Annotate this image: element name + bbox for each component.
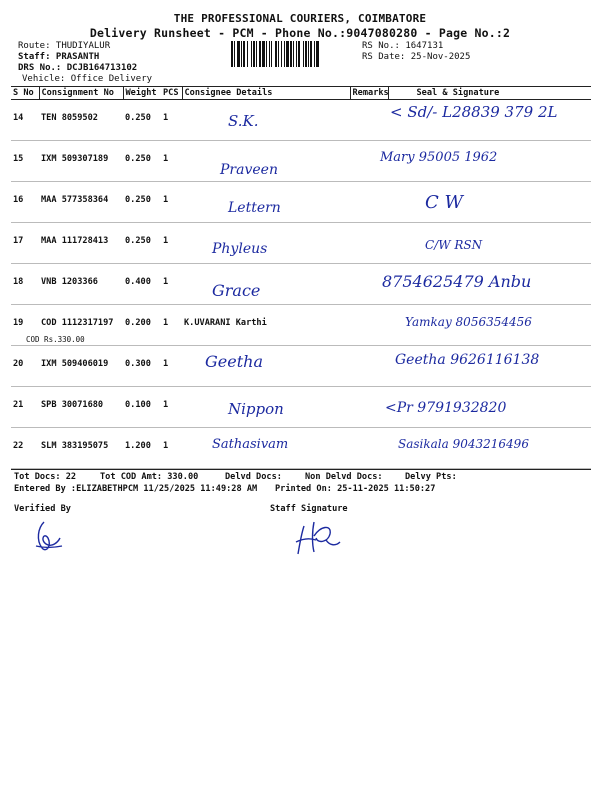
route-label: Route: THUDIYALUR (18, 41, 111, 51)
cell-pcs: 1 (161, 305, 182, 346)
cell-weight: 0.250 (123, 141, 161, 182)
cell-consignment-no: SLM 383195075 (39, 428, 123, 469)
delivery-points: Delvy Pts: (405, 472, 457, 482)
handwritten-signature: Geetha 9626116138 (395, 352, 540, 368)
cell-weight: 1.200 (123, 428, 161, 469)
cell-remarks (350, 346, 388, 387)
col-header-consignment: Consignment No (39, 87, 123, 100)
cell-consignment-no: VNB 1203366 (39, 264, 123, 305)
col-header-weight: Weight (123, 87, 161, 100)
cell-remarks (350, 100, 388, 141)
col-header-seal-signature: Seal & Signature (388, 87, 591, 100)
drs-label: DRS No.: DCJB164713102 (18, 63, 138, 73)
handwritten-consignee: Nippon (228, 400, 284, 418)
cell-remarks (350, 387, 388, 428)
cell-consignment-no: MAA 111728413 (39, 223, 123, 264)
cod-amount-label: COD Rs.330.00 (26, 335, 85, 344)
cell-remarks (350, 428, 388, 469)
document-title: THE PROFESSIONAL COURIERS, COIMBATORE (173, 12, 427, 25)
handwritten-consignee: S.K. (228, 112, 259, 130)
cell-sno: 17 (11, 223, 39, 264)
handwritten-consignee: Grace (212, 281, 261, 300)
cell-pcs: 1 (161, 100, 182, 141)
handwritten-consignee: Geetha (205, 352, 263, 371)
delivered-docs: Delvd Docs: (225, 472, 282, 482)
cell-pcs: 1 (161, 346, 182, 387)
cell-consignee (182, 264, 350, 305)
handwritten-consignee: Phyleus (212, 241, 268, 257)
table-header-row (11, 87, 591, 100)
rs-number-label: RS No.: 1647131 (362, 41, 444, 51)
cell-pcs: 1 (161, 264, 182, 305)
cell-sno: 16 (11, 182, 39, 223)
col-header-remarks: Remarks (350, 87, 388, 100)
col-header-sno: S No (11, 87, 39, 100)
cell-consignee: K.UVARANI Karthi (182, 305, 350, 346)
cell-pcs: 1 (161, 182, 182, 223)
handwritten-signature: 8754625479 Anbu (382, 272, 532, 291)
handwritten-consignee: Praveen (220, 162, 278, 178)
cell-weight: 0.200 (123, 305, 161, 346)
handwritten-signature: Sasikala 9043216496 (398, 437, 529, 451)
total-cod-amount: Tot COD Amt: 330.00 (100, 472, 199, 482)
cell-consignee (182, 100, 350, 141)
cell-consignment-no: TEN 8059502 (39, 100, 123, 141)
col-header-pcs: PCS (161, 87, 182, 100)
cell-pcs: 1 (161, 223, 182, 264)
cell-weight: 0.250 (123, 223, 161, 264)
document-subtitle: Delivery Runsheet - PCM - Phone No.:9047080280 - Page No.:2 (89, 26, 511, 40)
handwritten-signature: Mary 95005 1962 (380, 150, 498, 165)
printed-on: Printed On: 25-11-2025 11:50:27 (275, 484, 436, 494)
cell-pcs: 1 (161, 387, 182, 428)
cell-pcs: 1 (161, 141, 182, 182)
cell-weight: 0.100 (123, 387, 161, 428)
cell-sno: 22 (11, 428, 39, 469)
barcode-image (231, 41, 357, 67)
cell-sno: 19 (11, 305, 39, 346)
cell-pcs: 1 (161, 428, 182, 469)
cell-consignment-no (26, 305, 123, 346)
handwritten-signature: C/W RSN (425, 238, 483, 252)
cell-remarks (350, 223, 388, 264)
handwritten-signature: <Pr 9791932820 (385, 400, 507, 416)
handwritten-consignee: Lettern (228, 200, 281, 216)
cell-consignment-no: IXM 509307189 (39, 141, 123, 182)
cell-sno: 15 (11, 141, 39, 182)
cell-weight: 0.400 (123, 264, 161, 305)
total-docs: Tot Docs: 22 (14, 472, 77, 482)
vehicle-label: Vehicle: Office Delivery (22, 74, 153, 84)
rs-date-label: RS Date: 25-Nov-2025 (362, 52, 471, 62)
verified-by-label: Verified By (14, 504, 71, 514)
handwritten-signature: < Sd/- L28839 379 2L (390, 103, 558, 121)
cell-sno: 21 (11, 387, 39, 428)
handwritten-signature: Yamkay 8056354456 (405, 315, 532, 329)
consignment-no-text: COD 1112317197 (41, 318, 114, 328)
cell-seal-signature (388, 223, 591, 264)
cell-consignment-no: SPB 30071680 (39, 387, 123, 428)
staff-signature-label: Staff Signature (270, 504, 348, 514)
table-row (11, 182, 591, 223)
cell-weight: 0.300 (123, 346, 161, 387)
non-delivered-docs: Non Delvd Docs: (305, 472, 383, 482)
verifier-signature-mark (30, 518, 66, 556)
staff-label: Staff: PRASANTH (18, 52, 100, 62)
table-row (11, 141, 591, 182)
handwritten-signature: C W (425, 192, 463, 213)
handwritten-consignee: Sathasivam (212, 437, 289, 452)
cell-remarks (350, 182, 388, 223)
cell-sno: 18 (11, 264, 39, 305)
cell-sno: 14 (11, 100, 39, 141)
cell-seal-signature (388, 182, 591, 223)
table-row (11, 223, 591, 264)
cell-sno: 20 (11, 346, 39, 387)
cell-remarks (350, 305, 388, 346)
cell-consignment-no: IXM 509406019 (39, 346, 123, 387)
cell-consignment-no: MAA 577358364 (39, 182, 123, 223)
staff-signature-mark (292, 516, 344, 558)
cell-weight: 0.250 (123, 100, 161, 141)
cell-weight: 0.250 (123, 182, 161, 223)
footer-divider (11, 469, 591, 470)
entered-by: Entered By :ELIZABETHPCM 11/25/2025 11:49:28 AM (14, 484, 258, 494)
col-header-consignee: Consignee Details (182, 87, 350, 100)
